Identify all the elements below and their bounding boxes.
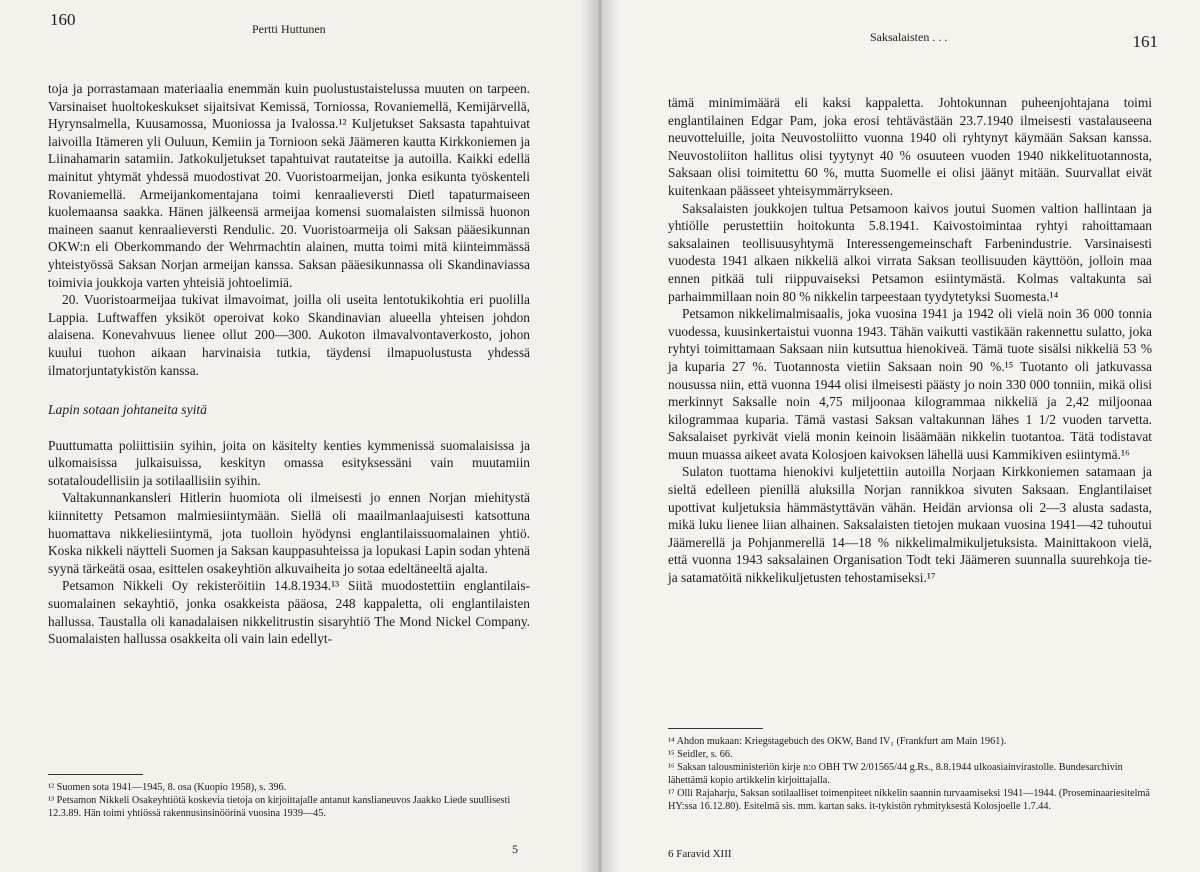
left-paragraph: Puuttumatta poliittisiin syihin, joita on käsitelty kenties kymmenissä suomalaisissa ja ulkomaisissa julkaisuissa, keskityn omassa esityksessäni vain muutamiin sotataloudellisiin ja sotilaallisiin syihin. [48, 437, 530, 488]
right-paragraph: tämä minimimäärä eli kaksi kappaletta. Johtokunnan puheenjohtajana toimi englantilainen Edgar Pam, joka erosi tehtävästään 23.7.1940 ilmeisesti vastalauseena neuvotteluille, joita Neuvostoliitto vuonna 1940 oli ryhtynyt käymään Saksan kanssa. Neuvostoliiton hallitus olisi tyytynyt 40 % osuuteen vuoden 1940 nikkelituotannosta, Saksaan olisi toimitettu 60 %, mutta Suomelle ei olisi jäänyt mitään. Suurvallat eivät kuitenkaan päässeet yhteisymmärrykseen. [668, 95, 1152, 198]
footnote: ¹³ Petsamon Nikkeli Osakeyhtiötä koskevia tietoja on kirjoittajalle antanut kanslianeuvos Jaakko Liede suullisesti 12.3.89. Hän toimi yhtiössä rakennusinsinöörinä vuosina 1939—45. [48, 795, 511, 819]
left-paragraph: Petsamon Nikkeli Oy rekisteröitiin 14.8.1934.¹³ Siitä muodostettiin englantilais-suomalainen sekayhtiö, jonka osakkeista pääosa, 248 kappaletta, oli englantilaisten hallussa. Taustalla oli kanadalaisen nikkelitrustin sisaryhtiö The Mond Nickel Company. Suomalaisten hallussa osakkeita oli vain lain edellyt- [48, 578, 530, 647]
right-signature-mark: 6 Faravid XIII [668, 848, 732, 860]
left-signature-mark: 5 [512, 842, 518, 856]
footnote: ¹⁵ Seidler, s. 66. [668, 749, 733, 760]
footnote-rule [668, 728, 763, 729]
left-paragraph: 20. Vuoristoarmeijaa tukivat ilmavoimat, joilla oli useita lentotukikohtia eri puolilla Lappia. Luftwaffen yksiköt operoivat koko Skandinavian alueella yhteisen johdon alaisena. Konevahvuus lienee ollut 200—300. Aukoton ilmavalvontaverkosto, johon kuului tuohon aikaan harvinaisia tutkia, täydensi ilmapuolustusta yhdessä ilmatorjuntatykistön kanssa. [48, 292, 530, 378]
footnote-rule [48, 774, 143, 775]
left-running-head: Pertti Huttunen [252, 22, 326, 36]
right-body-text [668, 94, 1152, 587]
footnote: ¹⁶ Saksan talousministeriön kirje n:o OBH TW 2/01565/44 g.Rs., 8.8.1944 ulkoasiainvirastolle. Bundesarchivin lähettämä kopio artikkelin kirjoittajalla. [668, 762, 1123, 786]
footnote: ¹⁴ Ahdon mukaan: Kriegstagebuch des OKW, Band IV₁ (Frankfurt am Main 1961). [668, 736, 1007, 747]
right-page-number: 161 [1132, 32, 1158, 51]
left-page-number: 160 [50, 10, 76, 29]
left-footnotes [48, 774, 528, 820]
left-paragraph: toja ja porrastamaan materiaalia enemmän kuin puolustustaistelussa muuten on tarpeen. Varsinaiset huoltokeskukset sijaitsivat Kemissä, Torniossa, Rovaniemellä, Kemijärvellä, Hyrynsalmella, Kuusamossa, Muoniossa ja Ivalossa.¹² Kuljetukset Saksasta tapahtuivat laivoilla Itämeren yli Ouluun, Kemiin ja Tornioon sekä Jäämeren kautta Kirkkoniemen ja Liinahamarin satamiin. Jatkokuljetukset tapahtuivat rautateitse ja autoilla. Kaikki edellä mainitut yhtymät yhdessä muodostivat 20. Vuoristoarmeijan, jonka esikunta työskenteli Rovaniemellä. Armeijankomentajana toimi kenraalieversti Dietl tapaturmaiseen kuolemaansa saakka. Hänen jälkeensä armeijaa komensi suomalaisten silmissä huonon maineen saanut kenraalieversti Rendulic. 20. Vuoristoarmeija oli Saksan pääesikunnan OKW:n eli Oberkommando der Wehrmachtin alainen, mutta toimi mitä kiinteimmässä yhteistyössä Saksan Norjan armeijan kanssa. Saksan pääesikunnassa oli Skandinaviassa toimivia joukkoja varten yhteisiä johtoelimiä. [48, 81, 530, 290]
right-paragraph: Petsamon nikkelimalmisaalis, joka vuosina 1941 ja 1942 oli vielä noin 36 000 tonnia vuodessa, kuusinkertaistui vuonna 1943. Tähän vaikutti vastikään rakennettu sulatto, joka ryhtyi toimittamaan Saksaan niin kutsuttua hienokiveä. Tämä tuote sisälsi nikkeliä 53 % ja kuparia 27 %. Tuotannosta vietiin Saksaan noin 90 %.¹⁵ Tuotanto oli jatkuvassa nousussa niin, että vuonna 1944 olisi ilmeisesti päästy jo noin 330 000 tonniin, mikä olisi merkinnyt Saksalle noin 4,75 miljoonaa kilogrammaa nikkeliä ja 2,42 miljoonaa kilogrammaa kuparia. Tämä vastasi Saksan valtakunnan lähes 1 1/2 vuoden tarvetta. Saksalaiset pyrkivät vielä monin keinoin lisäämään nikkelin tuotantoa. Tätä todistavat muun muassa aikeet avata Kolosjoen kaivoksen lähellä uusi Kammikiven esiintymä.¹⁶ [668, 306, 1152, 462]
footnote: ¹⁷ Olli Rajaharju, Saksan sotilaalliset toimenpiteet nikkelin saannin turvaamiseksi 1941—1944. (Proseminaariesitelmä HY:ssa 16.12.80). Esitelmä sis. mm. kartan saks. it-tykistön ryhmityksestä Kolosjoelle 1.7.44. [668, 788, 1150, 812]
section-heading: Lapin sotaan johtaneita syitä [48, 402, 207, 418]
right-running-head: Saksalaisten . . . [870, 30, 948, 44]
footnote: ¹² Suomen sota 1941—1945, 8. osa (Kuopio 1958), s. 396. [48, 782, 287, 793]
right-footnotes [668, 728, 1152, 813]
right-paragraph: Sulaton tuottama hienokivi kuljetettiin autoilla Norjaan Kirkkoniemen satamaan ja sieltä edelleen pienillä aluksilla Norjan rannikkoa sivuten Saksaan. Englantilaiset upottivat kuljetuksia hämmästyttävän vähän. Heidän arvionsa oli 2—3 alusta sadasta, mikä luku lienee liian alhainen. Saksalaisten tietojen mukaan vuosina 1941—42 tuhoutui Jäämerellä ja Pohjanmerellä 14—18 % nikkelimalmikuljetuksista. Mainittakoon vielä, että vuonna 1943 saksalainen Organisation Todt teki Jäämeren suunnalla suurehkoja tie- ja satamatöitä nikkelikuljetusten tehostamiseksi.¹⁷ [668, 464, 1152, 586]
left-body-text [48, 80, 530, 648]
right-paragraph: Saksalaisten joukkojen tultua Petsamoon kaivos joutui Suomen valtion hallintaan ja yhtiölle perustettiin hoitokunta 5.8.1941. Kaivostoimintaa ryhtyi rahoittamaan saksalainen teollisuusyhtymä Interessengemeinschaft Farbenindustrie. Varsinaisesti vuodesta 1941 alkaen nikkeliä alkoi virrata Saksan teollisuuden käyttöön, jolloin maa ennen pitkää tuli riippuvaiseksi Petsamon esiintymästä. Kolmas valtakunta sai parhaimmillaan noin 80 % nikkelin tarpeestaan tyydytetyksi Suomesta.¹⁴ [668, 200, 1152, 304]
left-paragraph: Valtakunnankansleri Hitlerin huomiota oli ilmeisesti jo ennen Norjan miehitystä kiinnitetty Petsamon malmiesiintymään. Siellä oli maailmanlaajuisesti katsottuna huomattava nikkeliesiintymä, jota tuolloin hyödynsi englantilaissuomalainen yhtiö. Koska nikkeli näytteli Suomen ja Saksan kauppasuhteissa ja lopukasi Lapin sodan yhtenä syynä tärkeätä osaa, esittelen osakeyhtiön alkuvaiheita jo sotaa edeltäneeltä ajalta. [48, 490, 530, 576]
